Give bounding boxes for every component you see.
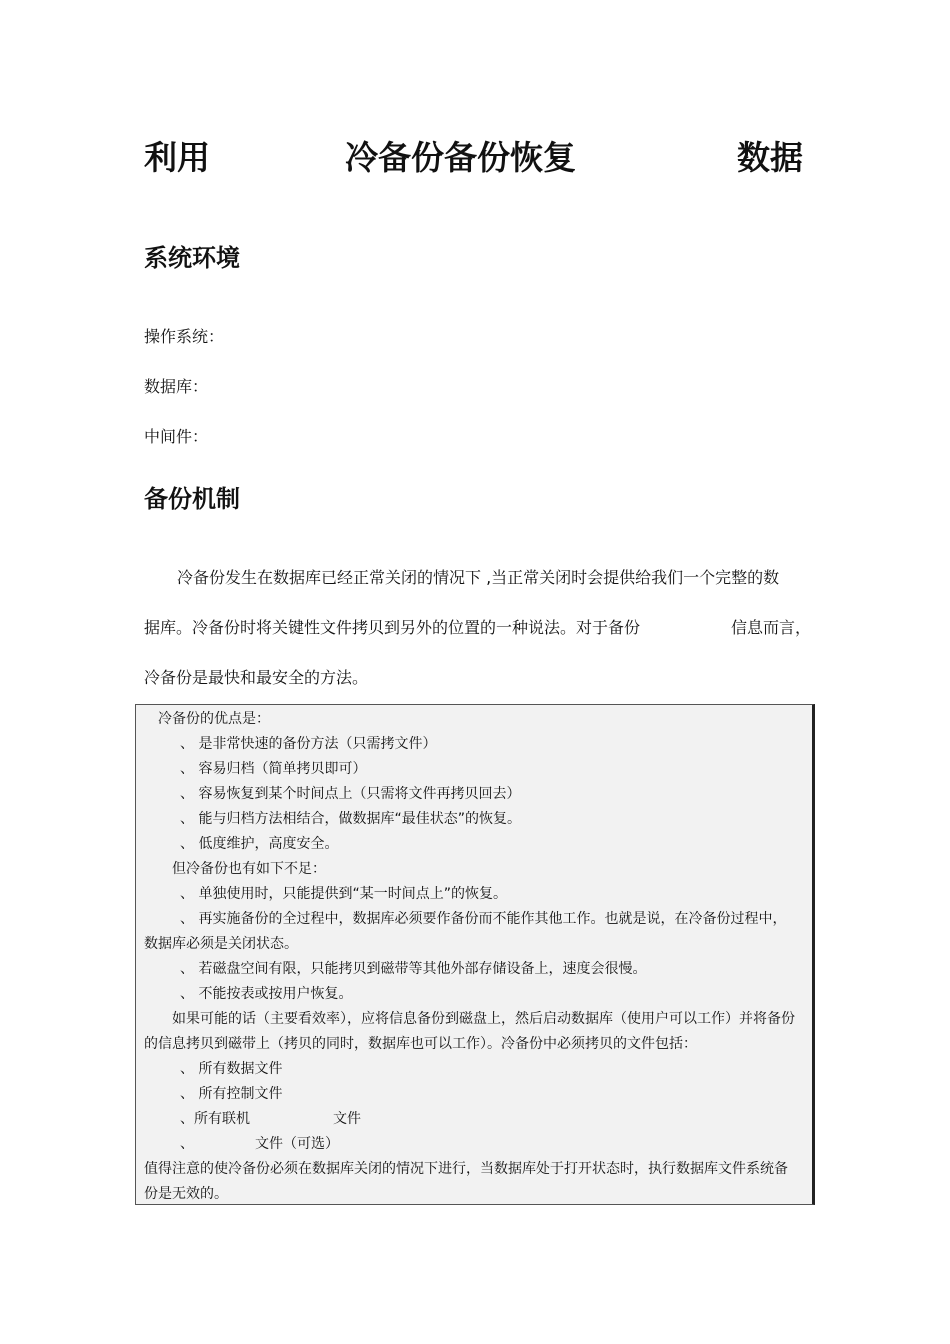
- note-advantage-item: 、 容易恢复到某个时间点上（只需将文件再拷贝回去）: [180, 786, 521, 802]
- note-file-item-prefix: 、: [180, 1136, 194, 1152]
- note-advantage-item: 、 容易归档（简单拷贝即可）: [180, 761, 367, 777]
- backup-paragraph-line-2b: 信息而言，: [731, 618, 812, 637]
- note-file-item-prefix: 、所有联机: [180, 1111, 250, 1127]
- note-disadvantage-item: 、 单独使用时，只能提供到“某一时间点上”的恢复。: [180, 886, 507, 902]
- note-file-item-suffix: 文件: [333, 1111, 361, 1127]
- env-middleware-label: 中间件：: [144, 427, 209, 446]
- backup-paragraph-line-3: 冷备份是最快和最安全的方法。: [144, 668, 369, 687]
- env-os-label: 操作系统：: [144, 327, 225, 346]
- note-tip-line-2: 的信息拷贝到磁带上（拷贝的同时，数据库也可以工作）。冷备份中必须拷贝的文件包括：: [144, 1036, 697, 1052]
- env-database-label: 数据库：: [144, 377, 209, 396]
- note-disadvantage-item: 、 若磁盘空间有限，只能拷贝到磁带等其他外部存储设备上，速度会很慢。: [180, 961, 647, 977]
- note-file-item: 、 所有控制文件: [180, 1086, 283, 1102]
- page-title-part-3: 数据: [737, 138, 803, 177]
- note-warning-line-1: 值得注意的使冷备份必须在数据库关闭的情况下进行，当数据库处于打开状态时，执行数据库文件系统备: [144, 1161, 788, 1177]
- note-disadvantage-item: 、 再实施备份的全过程中，数据库必须要作备份而不能作其他工作。也就是说，在冷备份过程中，: [180, 911, 787, 927]
- note-file-item: 、 所有数据文件: [180, 1061, 283, 1077]
- section-heading-backup: 备份机制: [144, 485, 240, 513]
- note-warning-line-2: 份是无效的。: [144, 1186, 228, 1202]
- note-disadvantage-item-cont: 数据库必须是关闭状态。: [144, 936, 298, 952]
- note-advantage-item: 、 是非常快速的备份方法（只需拷文件）: [180, 736, 437, 752]
- note-box: [135, 704, 815, 1205]
- page-title-part-2: 冷备份备份恢复: [345, 138, 576, 177]
- backup-paragraph-line-2a: 据库。冷备份时将关键性文件拷贝到另外的位置的一种说法。对于备份: [144, 618, 641, 637]
- note-advantage-item: 、 能与归档方法相结合，做数据库“最佳状态”的恢复。: [180, 811, 521, 827]
- backup-paragraph-line-1: 冷备份发生在数据库已经正常关闭的情况下 ,当正常关闭时会提供给我们一个完整的数: [177, 568, 780, 587]
- section-heading-environment: 系统环境: [144, 244, 240, 272]
- note-disadvantage-item: 、 不能按表或按用户恢复。: [180, 986, 353, 1002]
- note-disadvantages-heading: 但冷备份也有如下不足：: [172, 861, 326, 877]
- note-file-item-suffix: 文件（可选）: [255, 1136, 339, 1152]
- note-advantage-item: 、 低度维护，高度安全。: [180, 836, 339, 852]
- note-tip-line-1: 如果可能的话（主要看效率），应将信息备份到磁盘上，然后启动数据库（使用户可以工作）并将备份: [172, 1011, 795, 1027]
- note-advantages-heading: 冷备份的优点是：: [158, 711, 270, 727]
- page-title-part-1: 利用: [144, 138, 210, 177]
